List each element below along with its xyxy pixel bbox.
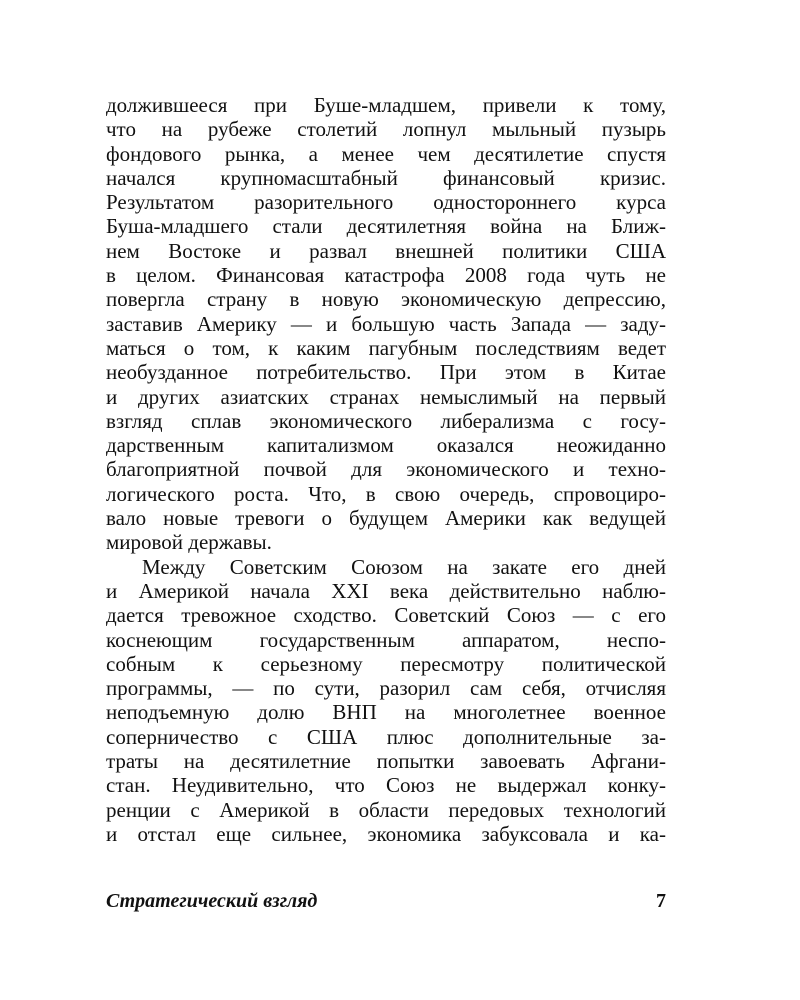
text-line: фондового рынка, а менее чем десятилетие спустя bbox=[106, 141, 666, 166]
paragraph-end-line: мировой державы. bbox=[106, 530, 272, 555]
text-line: необузданное потребительство. При этом в Китае bbox=[106, 360, 666, 385]
text-line: вало новые тревоги о будущем Америки как ведущей bbox=[106, 506, 666, 531]
text-line: Буша-младшего стали десятилетняя война на Ближ- bbox=[106, 214, 666, 239]
text-line: повергла страну в новую экономическую депрессию, bbox=[106, 287, 666, 312]
text-line: логического роста. Что, в свою очередь, спровоциро- bbox=[106, 481, 666, 506]
text-line: траты на десятилетние попытки завоевать Афгани- bbox=[106, 749, 666, 774]
text-line: заставив Америку — и большую часть Запада — заду- bbox=[106, 311, 666, 336]
text-line: коснеющим государственным аппаратом, неспо- bbox=[106, 627, 666, 652]
text-line: и других азиатских странах немыслимый на первый bbox=[106, 384, 666, 409]
text-line: и отстал еще сильнее, экономика забуксовала и ка- bbox=[106, 821, 666, 846]
text-line: Результатом разорительного одностороннего курса bbox=[106, 190, 666, 215]
text-line: начался крупномасштабный финансовый кризис. bbox=[106, 165, 666, 190]
text-line: дается тревожное сходство. Советский Союз — с его bbox=[106, 603, 666, 628]
text-line: собным к серьезному пересмотру политической bbox=[106, 651, 666, 676]
text-line: благоприятной почвой для экономического и техно- bbox=[106, 457, 666, 482]
text-line: стан. Неудивительно, что Союз не выдержал конку- bbox=[106, 773, 666, 798]
text-line: нем Востоке и развал внешней политики США bbox=[106, 238, 666, 263]
text-line: и Америкой начала XXI века действительно наблю- bbox=[106, 578, 666, 603]
text-line: дарственным капитализмом оказался неожиданно bbox=[106, 433, 666, 458]
text-line: неподъемную долю ВНП на многолетнее военное bbox=[106, 700, 666, 725]
text-line: взгляд сплав экономического либерализма с госу- bbox=[106, 408, 666, 433]
text-line: в целом. Финансовая катастрофа 2008 года чуть не bbox=[106, 263, 666, 288]
text-line: должившееся при Буше-младшем, привели к тому, bbox=[106, 93, 666, 117]
text-line: ренции с Америкой в области передовых технологий bbox=[106, 797, 666, 822]
text-line: соперничество с США плюс дополнительные за- bbox=[106, 724, 666, 749]
text-line: программы, — по сути, разорил сам себя, отчисляя bbox=[106, 676, 666, 701]
paragraph-first-line: Между Советским Союзом на закате его дней bbox=[142, 554, 666, 579]
text-line: что на рубеже столетий лопнул мыльный пузырь bbox=[106, 117, 666, 142]
body-text bbox=[106, 93, 666, 846]
page-number: 7 bbox=[656, 890, 666, 912]
text-line: маться о том, к каким пагубным последствиям ведет bbox=[106, 335, 666, 360]
page-footer bbox=[106, 888, 666, 914]
running-title: Стратегический взгляд bbox=[106, 890, 318, 912]
